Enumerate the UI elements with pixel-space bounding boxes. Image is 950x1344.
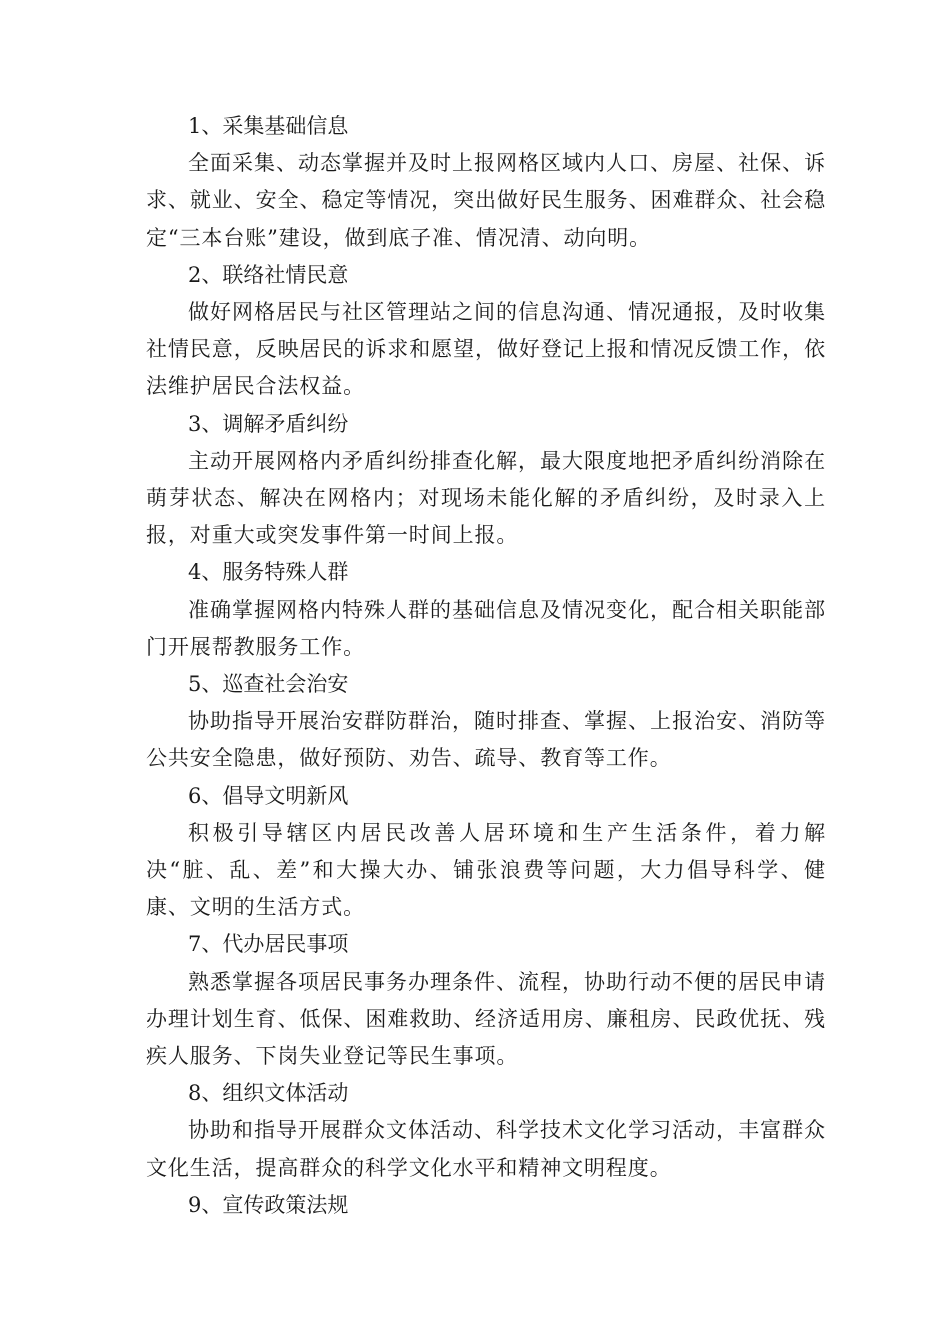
section-heading-3: 3、调解矛盾纠纷 <box>188 411 349 436</box>
section-heading-9: 9、宣传政策法规 <box>188 1192 349 1217</box>
section-body-8: 协助和指导开展群众文体活动、科学技术文化学习活动，丰富群众文化生活，提高群众的科学文化水平和精神文明程度。 <box>146 1118 826 1180</box>
document-body <box>146 108 826 1224</box>
section-heading-8: 8、组织文体活动 <box>188 1081 349 1106</box>
section-heading-2: 2、联络社情民意 <box>188 262 349 287</box>
section-body-2: 做好网格居民与社区管理站之间的信息沟通、情况通报，及时收集社情民意，反映居民的诉求和愿望，做好登记上报和情况反馈工作，依法维护居民合法权益。 <box>146 300 826 399</box>
section-heading-6: 6、倡导文明新风 <box>188 783 349 808</box>
section-heading-1: 1、采集基础信息 <box>188 114 349 138</box>
section-body-3: 主动开展网格内矛盾纠纷排查化解，最大限度地把矛盾纠纷消除在萌芽状态、解决在网格内；对现场未能化解的矛盾纠纷，及时录入上报，对重大或突发事件第一时间上报。 <box>146 448 826 548</box>
section-body-5: 协助指导开展治安群防群治，随时排查、掌握、上报治安、消防等公共安全隐患，做好预防、劝告、疏导、教育等工作。 <box>146 709 826 771</box>
section-heading-4: 4、服务特殊人群 <box>188 560 349 585</box>
section-heading-7: 7、代办居民事项 <box>188 932 349 957</box>
section-body-4: 准确掌握网格内特殊人群的基础信息及情况变化，配合相关职能部门开展帮教服务工作。 <box>146 597 826 659</box>
section-heading-5: 5、巡查社会治安 <box>188 672 349 697</box>
section-body-6: 积极引导辖区内居民改善人居环境和生产生活条件，着力解决“脏、乱、差”和大操大办、铺张浪费等问题，大力倡导科学、健康、文明的生活方式。 <box>146 820 826 920</box>
section-body-1: 全面采集、动态掌握并及时上报网格区域内人口、房屋、社保、诉求、就业、安全、稳定等情况，突出做好民生服务、困难群众、社会稳定“三本台账”建设，做到底子准、情况清、动向明。 <box>146 151 826 250</box>
section-body-7: 熟悉掌握各项居民事务办理条件、流程，协助行动不便的居民申请办理计划生育、低保、困难救助、经济适用房、廉租房、民政优抚、残疾人服务、下岗失业登记等民生事项。 <box>146 969 826 1069</box>
